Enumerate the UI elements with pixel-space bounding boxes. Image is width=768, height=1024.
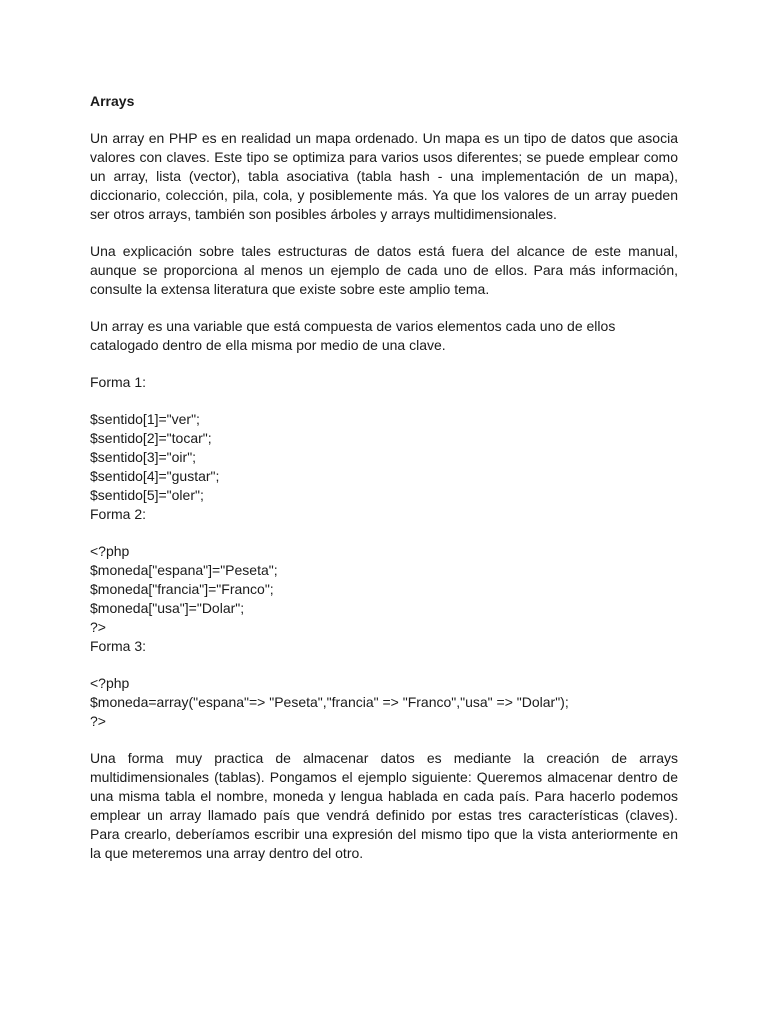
forma-1-block [90, 373, 678, 505]
code-line: $moneda["francia"]="Franco"; [90, 581, 274, 597]
code-line: $sentido[2]="tocar"; [90, 430, 212, 446]
code-line: $moneda["usa"]="Dolar"; [90, 600, 245, 616]
code-line: $moneda=array("espana"=> "Peseta","francia" => "Franco","usa" => "Dolar"); [90, 694, 569, 710]
code-line: ?> [90, 619, 106, 635]
paragraph-definition: Un array es una variable que está compuesta de varios elementos cada uno de ellos catalogado dentro de ella misma por medio de una clave. [90, 318, 616, 353]
code-line: <?php [90, 543, 130, 559]
document-page [90, 92, 678, 881]
code-line: $sentido[5]="oler"; [90, 487, 204, 503]
forma-2-block [90, 505, 678, 637]
document-heading: Arrays [90, 93, 135, 109]
forma-1-label: Forma 1: [90, 374, 147, 390]
paragraph-explanation: Una explicación sobre tales estructuras de datos está fuera del alcance de este manual, aunque se proporciona al menos un ejemplo de cada uno de ellos. Para más información, consulte la extensa literatura que existe sobre este amplio tema. [90, 243, 678, 297]
code-line: $sentido[3]="oir"; [90, 449, 197, 465]
paragraph-closing: Una forma muy practica de almacenar datos es mediante la creación de arrays multidimensionales (tablas). Pongamos el ejemplo siguiente: Queremos almacenar dentro de una misma tabla el nombre, moneda y lengua hablada en cada país. Para hacerlo podemos emplear un array llamado país que vendrá definido por estas tres características (claves). Para crearlo, deberíamos escribir una expresión del mismo tipo que la vista anteriormente en la que meteremos una array dentro del otro. [90, 750, 678, 861]
forma-3-label: Forma 3: [90, 638, 147, 654]
code-line: <?php [90, 675, 130, 691]
paragraph-intro: Un array en PHP es en realidad un mapa ordenado. Un mapa es un tipo de datos que asocia valores con claves. Este tipo se optimiza para varios usos diferentes; se puede emplear como un array, lista (vector), tabla asociativa (tabla hash - una implementación de un mapa), diccionario, colección, pila, cola, y posiblemente más. Ya que los valores de un array pueden ser otros arrays, también son posibles árboles y arrays multidimensionales. [90, 130, 678, 222]
code-line: $sentido[4]="gustar"; [90, 468, 220, 484]
code-line: $sentido[1]="ver"; [90, 411, 200, 427]
forma-3-block [90, 637, 678, 731]
code-line: $moneda["espana"]="Peseta"; [90, 562, 278, 578]
forma-2-label: Forma 2: [90, 506, 147, 522]
code-line: ?> [90, 713, 106, 729]
